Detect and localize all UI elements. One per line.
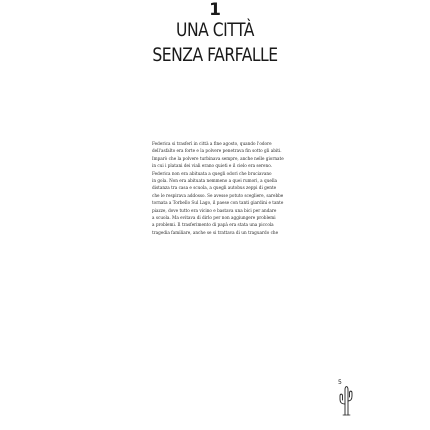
body-line: dell'asfalto era forte e la polvere penetrava fin sotto gli abiti. [152, 148, 282, 154]
body-text [152, 140, 292, 236]
cactus-icon [338, 379, 354, 416]
body-line: piazze, dove tutto era vicino e bastava una bici per andare [152, 207, 277, 213]
body-line: Imparò che la polvere turbinava sempre, anche nelle giornate [152, 155, 284, 161]
body-line: a problemi. Il trasferimento di papà era stata una piccola [152, 222, 274, 228]
body-line: che le respirava addosso. Se avesse potuto scegliere, sarebbe [152, 192, 284, 198]
chapter-title-line-1: UNA CITTÀ [176, 19, 254, 41]
body-line: Federica non era abituata a quegli odori che bruciavano [152, 170, 272, 176]
body-line: distanza tra casa e scuola, a quegli autobus zeppi di gente [152, 185, 277, 191]
body-line: Federica si trasferì in città a fine agosto, quando l'odore [152, 141, 272, 146]
body-line: in gola. Non era abituata nemmeno a quei rumori, a quella [152, 178, 278, 184]
body-line: tornata a Torbello Sul Lago, il paese con tanti giardini e tante [152, 200, 284, 206]
body-line: tragedia familiare, anche se si trattava di un traguardo che [152, 229, 279, 235]
chapter-number: 1 [209, 0, 221, 20]
chapter-title-line-2: SENZA FARFALLE [152, 44, 278, 66]
page-number: 5 [338, 379, 342, 386]
body-line: in cui i platani dei viali erano quieti e il cielo era sereno. [152, 163, 272, 169]
body-line: a scuola. Ma evitava di dirlo per non aggiungere problemi [152, 215, 276, 221]
